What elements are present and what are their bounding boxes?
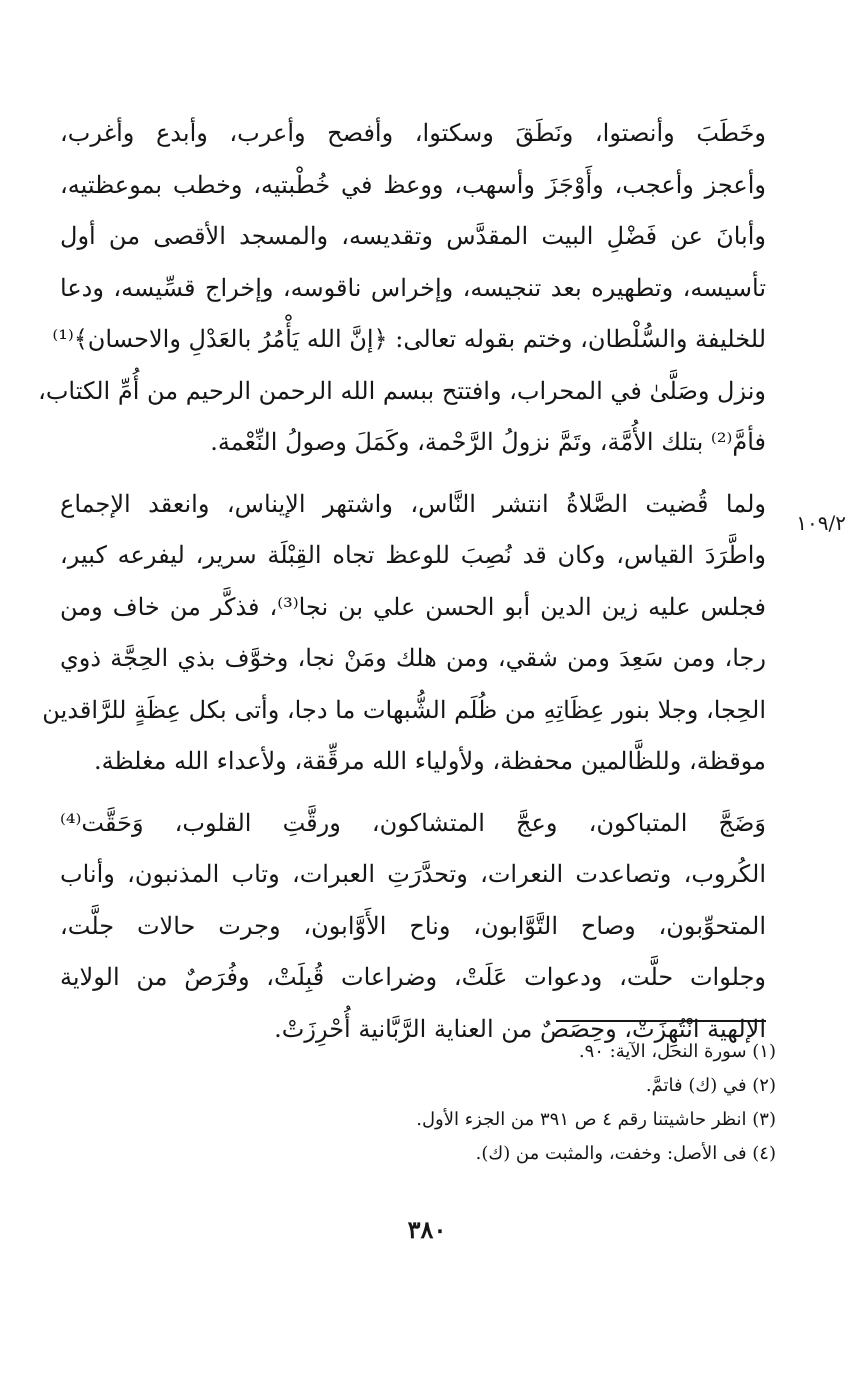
text-line: المتحوِّبون، وصاح التَّوَّابون، وناح الأَوَّابون، وجرت حالات جلَّت، — [60, 911, 766, 940]
text-line: الحِجا، وجلا بنور عِظَاتِهِ من ظُلَم الشُّبهات ما دجا، وأتى بكل عِظَةٍ للرَّاقدين — [42, 695, 766, 724]
text-line: فجلس عليه زين الدين أبو الحسن علي بن نجا⁽³⁾، فذكَّر من خاف ومن — [60, 592, 766, 621]
text-line: وَضَجَّ المتباكون، وعجَّ المتشاكون، ورقَّتِ القلوب، وَحَقَّت⁽⁴⁾ — [60, 808, 766, 837]
text-line: تأسيسه، وتطهيره بعد تنجيسه، وإخراس ناقوسه، وإخراج قسِّيسه، ودعا — [60, 273, 766, 302]
footnote-3: (٣) انظر حاشيتنا رقم ٤ ص ٣٩١ من الجزء الأول. — [416, 1109, 776, 1130]
paragraph-3 — [60, 798, 766, 1056]
margin-reference: ١٠٩/٢ — [796, 511, 846, 535]
text-line: واطَّرَدَ القياس، وكان قد نُصِبَ للوعظ تجاه القِبْلَة سرير، ليفرعه كبير، — [60, 541, 766, 569]
paragraph-1 — [38, 108, 766, 469]
paragraph-gap — [60, 788, 766, 798]
text-line: فأمَّ⁽²⁾ بتلك الأُمَّة، وتَمَّ نزولُ الرَّحْمة، وكَمَلَ وصولُ النِّعْمة. — [210, 428, 766, 456]
footnote-1: (١) سورة النحل، الآية: ٩٠. — [578, 1041, 776, 1062]
footnote-2: (٢) في (ك) فاتمَّ. — [645, 1075, 776, 1096]
paragraph-2 — [42, 479, 766, 788]
text-line: الإلهية انْتُهِزَتْ، وحِصَصٌ من العناية الرَّبَّانية أُحْرِزَتْ. — [274, 1014, 766, 1043]
footnotes — [300, 1035, 776, 1171]
text-line: وجلوات حلَّت، ودعوات عَلَتْ، وضراعات قُبِلَتْ، وفُرَصٌ من الولاية — [60, 963, 766, 991]
text-line: وخَطَبَ وأنصتوا، ونَطَقَ وسكتوا، وأفصح وأعرب، وأبدع وأغرب، — [60, 119, 766, 147]
text-line: وأعجز وأعجب، وأَوْجَزَ وأسهب، ووعظ في خُطْبتيه، وخطب بموعظتيه، — [60, 170, 766, 199]
text-line: للخليفة والسُّلْطان، وختم بقوله تعالى: ﴿إنَّ الله يَأْمُرُ بالعَدْلِ والاحسان﴾⁽¹⁾ — [52, 325, 766, 353]
text-line: رجا، ومن سَعِدَ ومن شقي، ومن هلك ومَنْ نجا، وخوَّف بذي الحِجَّة ذوي — [60, 644, 766, 672]
footnote-divider — [556, 1020, 766, 1022]
text-line: موقظة، وللظَّالمين محفظة، ولأولياء الله مرقِّقة، ولأعداء الله مغلظة. — [93, 747, 766, 775]
text-line: ونزل وصَلَّىٰ في المحراب، وافتتح ببسم الله الرحمن الرحيم من أُمِّ الكتاب، — [38, 376, 766, 405]
paragraph-gap — [60, 469, 766, 479]
text-line: وأبانَ عن فَضْلِ البيت المقدَّس وتقديسه، والمسجد الأقصى من أول — [60, 222, 766, 250]
main-text — [38, 108, 766, 1055]
text-line: ولما قُضيت الصَّلاةُ انتشر النَّاس، واشتهر الإيناس، وانعقد الإجماع — [60, 489, 766, 518]
footnote-4: (٤) فى الأصل: وخفت، والمثبت من (ك). — [475, 1143, 776, 1164]
page-number: ٣٨٠ — [407, 1215, 447, 1244]
text-line: الكُروب، وتصاعدت النعرات، وتحدَّرَتِ العبرات، وتاب المذنبون، وأناب — [60, 860, 766, 888]
